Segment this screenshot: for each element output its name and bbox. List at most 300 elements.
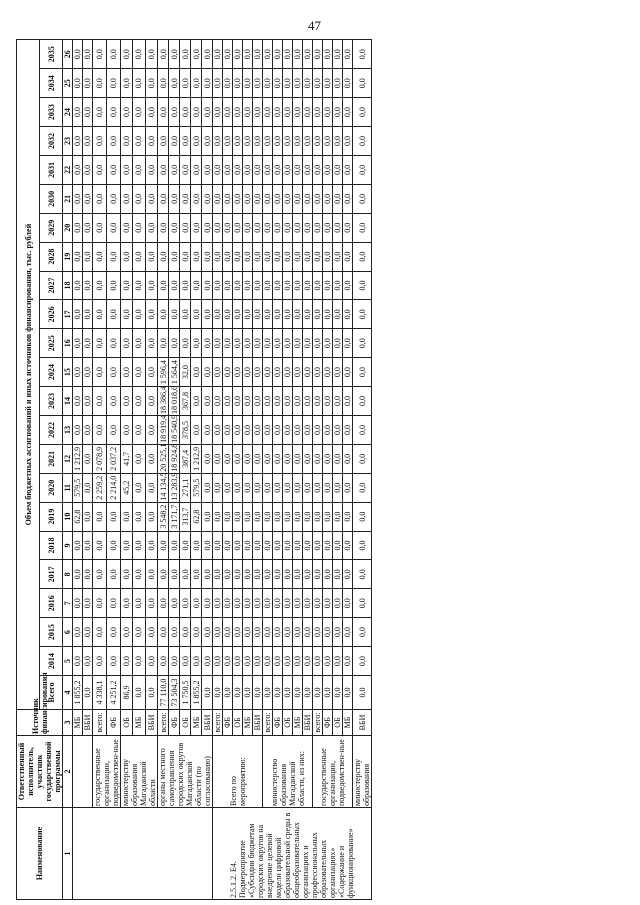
value-cell: 0,0 [263,502,273,531]
value-cell: 0,0 [233,127,243,156]
value-cell: 0,0 [213,676,223,710]
value-cell: 18 540,9 [169,414,179,443]
value-cell: 0,0 [233,300,243,329]
value-cell: 0,0 [343,213,353,242]
value-cell: 0,0 [83,329,93,358]
value-cell: 0,0 [283,329,293,358]
value-cell: 0,0 [273,531,283,560]
value-cell: 86,9 [121,676,133,710]
value-cell: 0,0 [93,531,107,560]
header-year: 2026 [40,300,63,329]
value-cell: 0,0 [121,415,133,444]
value-cell: 0,0 [343,560,353,589]
value-cell: 0,0 [253,531,263,560]
value-cell: 579,5 [73,473,83,502]
value-cell: 0,0 [313,415,323,444]
value-cell: 0,0 [353,184,372,213]
value-cell: 0,0 [191,415,202,444]
value-cell: 0,0 [121,271,133,300]
value-cell: 0,0 [273,40,283,69]
value-cell: 0,0 [93,242,107,271]
value-cell: 0,0 [202,560,213,589]
value-cell: 0,0 [202,271,213,300]
value-cell: 0,0 [253,271,263,300]
value-cell: 0,0 [253,473,263,502]
value-cell: 0,0 [83,98,93,127]
table-row [73,40,83,900]
value-cell: 0,0 [121,387,133,416]
value-cell: 0,0 [293,415,303,444]
value-cell: 0,0 [158,300,169,329]
value-cell: 0,0 [333,502,343,531]
header-year: 2030 [40,184,63,213]
value-cell: 0,0 [343,329,353,358]
rotated-table-container [16,40,616,900]
source-cell: ОБ [333,710,343,736]
value-cell: 0,0 [158,127,169,156]
value-cell: 0,0 [323,676,333,710]
value-cell: 0,0 [343,589,353,618]
value-cell: 0,0 [263,300,273,329]
value-cell: 0,0 [121,184,133,213]
column-index: 8 [63,560,73,589]
value-cell: 0,0 [283,184,293,213]
value-cell: 0,0 [83,502,93,531]
column-index: 1 [63,808,73,900]
value-cell: 0,0 [243,444,253,473]
value-cell: 0,0 [303,155,313,184]
value-cell: 0,0 [233,589,243,618]
value-cell: 0,0 [202,415,213,444]
value-cell: 0,0 [145,69,157,98]
value-cell: 0,0 [213,40,223,69]
table-row [263,40,273,900]
value-cell: 0,0 [323,444,333,473]
value-cell: 0,0 [233,473,243,502]
value-cell: 0,0 [273,676,283,710]
value-cell: 0,0 [145,271,157,300]
value-cell: 0,0 [333,40,343,69]
value-cell: 0,0 [202,69,213,98]
value-cell: 0,0 [273,242,283,271]
value-cell: 0,0 [253,213,263,242]
value-cell: 0,0 [293,40,303,69]
column-index: 16 [63,329,73,358]
value-cell: 0,0 [93,155,107,184]
value-cell: 0,0 [202,502,213,531]
value-cell: 0,0 [353,40,372,69]
value-cell: 0,0 [313,676,323,710]
value-cell: 0,0 [158,560,169,589]
value-cell: 0,0 [273,473,283,502]
value-cell: 0,0 [107,127,121,156]
source-cell: ОБ [180,710,191,736]
value-cell: 0,0 [93,213,107,242]
value-cell: 0,0 [243,415,253,444]
value-cell: 0,0 [263,358,273,387]
column-index: 4 [63,676,73,710]
value-cell: 367,8 [180,387,191,416]
value-cell: 0,0 [213,213,223,242]
value-cell: 0,0 [353,473,372,502]
table-row [158,40,169,900]
value-cell: 0,0 [223,618,233,647]
table-row [213,40,223,900]
value-cell: 0,0 [293,560,303,589]
value-cell: 0,0 [353,444,372,473]
value-cell: 0,0 [145,444,157,473]
value-cell: 0,0 [273,618,283,647]
value-cell: 0,0 [169,329,180,358]
value-cell: 0,0 [303,618,313,647]
value-cell: 0,0 [213,184,223,213]
value-cell: 0,0 [213,531,223,560]
value-cell: 0,0 [273,415,283,444]
value-cell: 0,0 [303,98,313,127]
value-cell: 0,0 [180,213,191,242]
value-cell: 0,0 [323,155,333,184]
value-cell: 0,0 [145,40,157,69]
value-cell: 0,0 [73,387,83,416]
value-cell: 0,0 [180,98,191,127]
value-cell: 0,0 [313,387,323,416]
table-row [93,40,107,900]
value-cell: 0,0 [263,213,273,242]
value-cell: 0,0 [223,444,233,473]
executor-local-gov: органы местного самоуправления городских округов Магаданской области (по согласованию) [158,736,213,808]
value-cell: 0,0 [73,415,83,444]
value-cell: 0,0 [223,560,233,589]
value-cell: 0,0 [73,358,83,387]
value-cell: 0,0 [333,300,343,329]
value-cell: 0,0 [107,300,121,329]
value-cell: 0,0 [343,647,353,676]
value-cell: 0,0 [273,647,283,676]
value-cell: 0,0 [273,213,283,242]
value-cell: 0,0 [253,98,263,127]
value-cell: 0,0 [191,300,202,329]
value-cell: 0,0 [313,531,323,560]
executor-event-ministry-2: министерству образования [353,736,372,808]
value-cell: 0,0 [202,473,213,502]
value-cell: 0,0 [233,444,243,473]
value-cell: 0,0 [83,589,93,618]
value-cell: 0,0 [273,329,283,358]
value-cell: 0,0 [263,184,273,213]
value-cell: 0,0 [293,358,303,387]
column-index: 19 [63,242,73,271]
value-cell: 0,0 [283,618,293,647]
value-cell: 0,0 [343,127,353,156]
value-cell: 0,0 [133,329,145,358]
value-cell: 0,0 [263,560,273,589]
column-index: 5 [63,647,73,676]
value-cell: 0,0 [313,127,323,156]
value-cell: 0,0 [293,329,303,358]
value-cell: 0,0 [293,444,303,473]
value-cell: 0,0 [313,502,323,531]
value-cell: 0,0 [223,387,233,416]
value-cell: 0,0 [353,329,372,358]
value-cell: 0,0 [283,473,293,502]
value-cell: 0,0 [233,40,243,69]
page-number: 47 [308,18,321,33]
value-cell: 0,0 [353,127,372,156]
value-cell: 0,0 [202,589,213,618]
value-cell: 0,0 [293,618,303,647]
value-cell: 0,0 [353,242,372,271]
value-cell: 0,0 [121,531,133,560]
value-cell: 0,0 [323,213,333,242]
value-cell: 0,0 [283,127,293,156]
value-cell: 0,0 [73,647,83,676]
value-cell: 0,0 [333,69,343,98]
value-cell: 0,0 [293,589,303,618]
value-cell: 0,0 [353,271,372,300]
value-cell: 0,0 [213,502,223,531]
value-cell: 0,0 [73,98,83,127]
value-cell: 0,0 [191,242,202,271]
value-cell: 0,0 [263,98,273,127]
value-cell: 0,0 [93,502,107,531]
value-cell: 0,0 [133,127,145,156]
value-cell: 0,0 [107,589,121,618]
value-cell: 0,0 [180,531,191,560]
value-cell: 0,0 [121,589,133,618]
value-cell: 0,0 [293,69,303,98]
value-cell: 0,0 [293,271,303,300]
value-cell: 0,0 [303,40,313,69]
value-cell: 0,0 [213,647,223,676]
value-cell: 0,0 [107,531,121,560]
value-cell: 0,0 [333,676,343,710]
value-cell: 0,0 [158,589,169,618]
value-cell: 0,0 [293,676,303,710]
value-cell: 0,0 [223,40,233,69]
value-cell: 0,0 [293,155,303,184]
value-cell: 0,0 [343,184,353,213]
value-cell: 0,0 [107,502,121,531]
executor-cell-continued [73,736,93,808]
value-cell: 0,0 [133,69,145,98]
value-cell: 0,0 [213,98,223,127]
value-cell: 0,0 [233,647,243,676]
executor-gov-orgs: государственные организации, подведомствен-ные [93,736,121,808]
value-cell: 0,0 [121,40,133,69]
header-year: 2029 [40,213,63,242]
source-cell: МБ [191,710,202,736]
source-cell: МБ [133,710,145,736]
value-cell: 0,0 [283,300,293,329]
executor-event-total: Всего по мероприятию: [213,736,263,808]
value-cell: 0,0 [73,531,83,560]
value-cell: 0,0 [213,358,223,387]
header-year: 2032 [40,127,63,156]
value-cell: 0,0 [353,676,372,710]
value-cell: 0,0 [313,69,323,98]
source-cell: МБ [343,710,353,736]
value-cell: 0,0 [145,127,157,156]
value-cell: 0,0 [313,40,323,69]
value-cell: 0,0 [202,242,213,271]
value-cell: 0,0 [253,127,263,156]
value-cell: 0,0 [333,473,343,502]
value-cell: 0,0 [169,40,180,69]
value-cell: 0,0 [233,618,243,647]
executor-event-gov-orgs: государственные организации, подведомствен-ные [313,736,353,808]
value-cell: 0,0 [191,155,202,184]
value-cell: 0,0 [121,213,133,242]
value-cell: 0,0 [121,358,133,387]
value-cell: 0,0 [133,502,145,531]
value-cell: 0,0 [313,647,323,676]
value-cell: 0,0 [93,300,107,329]
value-cell: 0,0 [133,184,145,213]
value-cell: 0,0 [323,387,333,416]
value-cell: 0,0 [145,647,157,676]
value-cell: 0,0 [253,415,263,444]
value-cell: 0,0 [243,387,253,416]
value-cell: 0,0 [93,618,107,647]
value-cell: 0,0 [333,415,343,444]
value-cell: 0,0 [333,618,343,647]
value-cell: 0,0 [180,647,191,676]
value-cell: 0,0 [202,358,213,387]
value-cell: 0,0 [253,300,263,329]
value-cell: 0,0 [283,213,293,242]
header-year: 2027 [40,271,63,300]
value-cell: 0,0 [253,69,263,98]
value-cell: 0,0 [83,387,93,416]
table-row [121,40,133,900]
column-index: 12 [63,444,73,473]
value-cell: 0,0 [202,531,213,560]
value-cell: 0,0 [180,300,191,329]
value-cell: 0,0 [253,647,263,676]
value-cell: 0,0 [158,155,169,184]
value-cell: 0,0 [283,647,293,676]
value-cell: 0,0 [223,271,233,300]
source-cell: всего: [313,710,323,736]
value-cell: 0,0 [169,69,180,98]
value-cell: 0,0 [273,387,283,416]
value-cell: 0,0 [333,647,343,676]
source-cell: ФБ [323,710,333,736]
value-cell: 0,0 [133,473,145,502]
value-cell: 0,0 [353,387,372,416]
value-cell: 0,0 [343,155,353,184]
value-cell: 0,0 [145,589,157,618]
value-cell: 0,0 [273,184,283,213]
value-cell: 0,0 [323,98,333,127]
value-cell: 0,0 [313,184,323,213]
value-cell: 0,0 [343,676,353,710]
value-cell: 0,0 [223,329,233,358]
value-cell: 0,0 [223,502,233,531]
value-cell: 0,0 [213,560,223,589]
column-index: 2 [63,736,73,808]
value-cell: 0,0 [333,155,343,184]
value-cell: 0,0 [283,502,293,531]
value-cell: 0,0 [83,560,93,589]
value-cell: 0,0 [121,69,133,98]
value-cell: 0,0 [323,69,333,98]
source-cell: всего: [158,710,169,736]
value-cell: 0,0 [202,444,213,473]
value-cell: 0,0 [233,155,243,184]
value-cell: 0,0 [323,647,333,676]
value-cell: 0,0 [158,647,169,676]
value-cell: 0,0 [293,647,303,676]
value-cell: 0,0 [107,358,121,387]
value-cell: 0,0 [353,415,372,444]
value-cell: 0,0 [233,69,243,98]
value-cell: 0,0 [233,560,243,589]
value-cell: 0,0 [243,69,253,98]
value-cell: 0,0 [233,242,243,271]
value-cell: 0,0 [191,531,202,560]
value-cell: 0,0 [303,242,313,271]
value-cell: 0,0 [133,676,145,710]
source-cell: всего: [213,710,223,736]
value-cell: 0,0 [121,300,133,329]
value-cell: 0,0 [213,155,223,184]
value-cell: 0,0 [180,589,191,618]
value-cell: 0,0 [158,98,169,127]
value-cell: 0,0 [133,589,145,618]
value-cell: 2 214,0 [107,473,121,502]
value-cell: 0,0 [303,647,313,676]
value-cell: 0,0 [333,271,343,300]
value-cell: 0,0 [93,329,107,358]
value-cell: 1 750,5 [180,676,191,710]
value-cell: 0,0 [180,69,191,98]
value-cell: 0,0 [353,69,372,98]
value-cell: 0,0 [169,155,180,184]
value-cell: 0,0 [93,69,107,98]
value-cell: 0,0 [213,69,223,98]
value-cell: 0,0 [121,502,133,531]
value-cell: 0,0 [202,40,213,69]
value-cell: 0,0 [223,213,233,242]
value-cell: 0,0 [333,589,343,618]
column-index: 7 [63,589,73,618]
value-cell: 0,0 [263,618,273,647]
value-cell: 0,0 [233,213,243,242]
value-cell: 0,0 [169,300,180,329]
value-cell: 0,0 [93,358,107,387]
value-cell: 0,0 [293,184,303,213]
value-cell: 0,0 [333,213,343,242]
value-cell: 0,0 [73,40,83,69]
value-cell: 0,0 [158,69,169,98]
value-cell: 0,0 [191,98,202,127]
value-cell: 0,0 [273,69,283,98]
value-cell: 0,0 [293,127,303,156]
value-cell: 0,0 [169,618,180,647]
value-cell: 0,0 [202,387,213,416]
value-cell: 0,0 [263,647,273,676]
value-cell: 14 134,5 [158,472,168,501]
value-cell: 0,0 [283,242,293,271]
value-cell: 18 386,4 [158,385,168,414]
column-index: 22 [63,155,73,184]
header-year: 2020 [40,473,63,502]
value-cell: 41,7 [121,444,133,473]
value-cell: 0,0 [243,242,253,271]
value-cell: 0,0 [243,271,253,300]
value-cell: 0,0 [158,329,169,358]
